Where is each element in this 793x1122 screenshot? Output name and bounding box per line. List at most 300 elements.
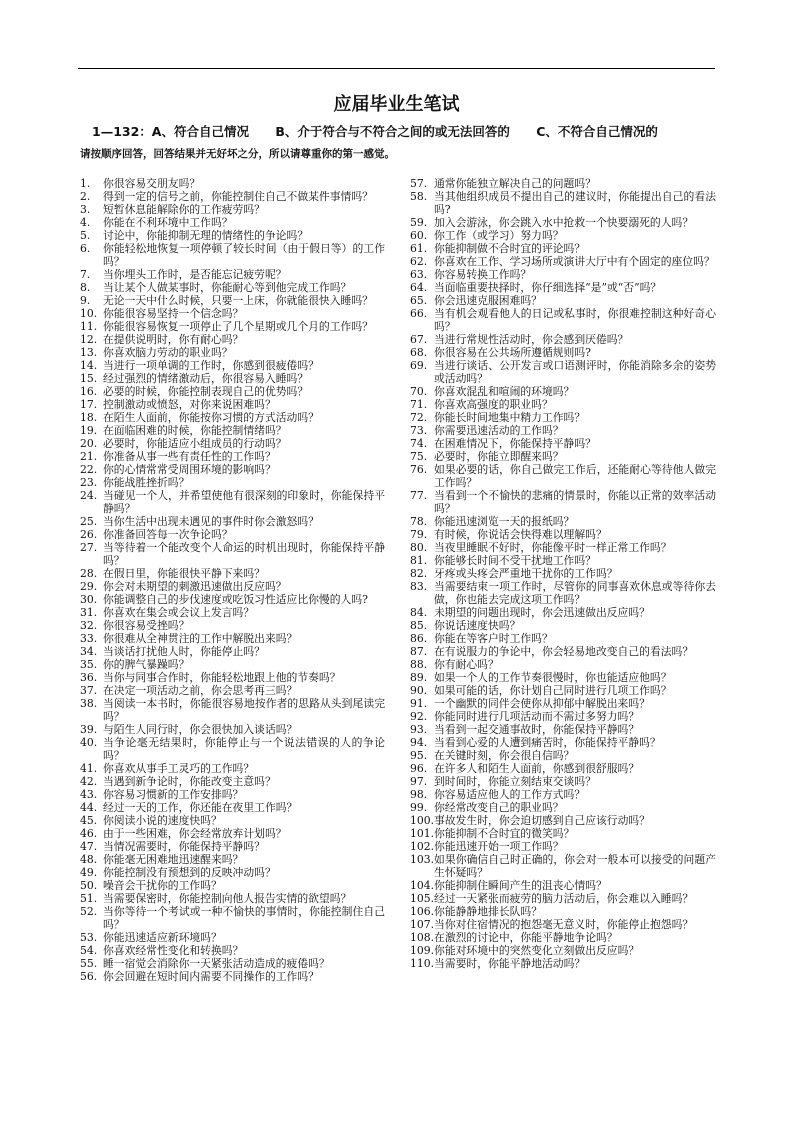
- question-item: [80, 632, 385, 645]
- question-text: 当你与同事合作时，你能轻松地跟上他的节奏吗？: [103, 671, 341, 684]
- question-item: [410, 255, 716, 268]
- question-number: 82.: [410, 567, 428, 580]
- question-item: [410, 398, 716, 411]
- question-item: [410, 307, 716, 333]
- question-number: 30.: [80, 593, 98, 606]
- question-text: 你喜欢在集会或会议上发言吗？: [103, 606, 255, 619]
- question-text: 当进行常规性活动时，你会感到厌倦吗？: [434, 333, 629, 346]
- question-item: [80, 294, 385, 307]
- question-text: 当情况需要时，你能保持平静吗？: [103, 840, 265, 853]
- question-item: [410, 619, 716, 632]
- question-item: [80, 879, 385, 892]
- question-number: 84.: [410, 606, 428, 619]
- question-text: 与陌生人同行时，你会很快加入谈话吗？: [103, 723, 298, 736]
- question-text: 如果你确信自己时正确的，你会对一般本可以接受的问题产生怀疑吗？: [434, 853, 716, 879]
- question-text: 无论一天中什么时候，只要一上床，你就能很快入睡吗？: [103, 294, 373, 307]
- question-item: [410, 840, 716, 853]
- question-item: [410, 775, 716, 788]
- question-number: 99.: [410, 801, 428, 814]
- question-item: [410, 528, 716, 541]
- question-item: [80, 411, 385, 424]
- question-item: [80, 190, 385, 203]
- question-text: 控制激动或愤怒，对你来说困难吗？: [103, 398, 276, 411]
- question-text: 未期望的问题出现时，你会迅速做出反应吗？: [434, 606, 650, 619]
- question-text: 当遇到新争论时，你能改变主意吗？: [103, 775, 276, 788]
- question-number: 70.: [410, 385, 428, 398]
- question-text: 睡一宿觉会消除你一天紧张活动造成的疲倦吗？: [103, 957, 330, 970]
- question-text: 你能调整自己的步伐速度或吃饭习性适应比你慢的人吗?: [103, 593, 368, 606]
- question-text: 你能对环境中的突然变化立刻做出反应吗？: [434, 944, 640, 957]
- question-text: 当需要保密时，你能控制向他人报告实情的欲望吗？: [103, 892, 352, 905]
- question-item: [80, 385, 385, 398]
- question-text: 你准备从事一些有责任性的工作吗？: [103, 450, 276, 463]
- question-item: [80, 684, 385, 697]
- question-item: [80, 229, 385, 242]
- question-item: [80, 697, 385, 723]
- question-number: 86.: [410, 632, 428, 645]
- question-text: 你会迅速克服困难吗？: [434, 294, 542, 307]
- question-text: 经过强烈的情绪激动后，你很容易入睡吗？: [103, 372, 309, 385]
- page-title: 应届毕业生笔试: [333, 94, 460, 115]
- question-item: [80, 606, 385, 619]
- question-text: 加入会游泳，你会跳入水中抢救一个快要溺死的人吗？: [434, 216, 694, 229]
- question-item: [410, 944, 716, 957]
- question-number: 29.: [80, 580, 98, 593]
- question-number: 5.: [80, 229, 91, 242]
- question-number: 73.: [410, 424, 428, 437]
- question-item: [410, 216, 716, 229]
- question-number: 17.: [80, 398, 98, 411]
- question-text: 必要时，你能立即醒来吗？: [434, 450, 564, 463]
- question-item: [80, 827, 385, 840]
- question-number: 45.: [80, 814, 98, 827]
- question-number: 50.: [80, 879, 98, 892]
- question-text: 必要时，你能适应小组成员的行动吗？: [103, 437, 287, 450]
- question-number: 43.: [80, 788, 98, 801]
- question-item: [80, 658, 385, 671]
- question-number: 105.: [410, 892, 435, 905]
- question-text: 当进行一项单调的工作时，你感到很疲倦吗？: [103, 359, 319, 372]
- question-text: 有时候，你说话会快得难以理解吗？: [434, 528, 607, 541]
- question-number: 107.: [410, 918, 435, 931]
- question-number: 44.: [80, 801, 98, 814]
- question-number: 47.: [80, 840, 98, 853]
- question-text: 你能够长时间不受干扰地工作吗？: [434, 554, 596, 567]
- question-number: 9.: [80, 294, 91, 307]
- question-text: 当面临重要抉择时，你仔细选择“是”或“否”吗？: [434, 281, 662, 294]
- question-text: 你很容易受挫吗？: [103, 619, 190, 632]
- question-item: [410, 580, 716, 606]
- question-text: 你喜欢经常性变化和转换吗？: [103, 944, 244, 957]
- question-item: [80, 372, 385, 385]
- question-item: [410, 554, 716, 567]
- instruction-note: 请按顺序回答，回答结果并无好坏之分，所以请尊重你的第一感觉。: [80, 148, 395, 160]
- answer-options: [92, 122, 680, 140]
- question-text: 你能战胜挫折吗？: [103, 476, 190, 489]
- question-item: [410, 957, 716, 970]
- question-text: 在假日里，你能很快平静下来吗？: [103, 567, 265, 580]
- question-number: 77.: [410, 489, 428, 502]
- question-item: [80, 671, 385, 684]
- question-text: 在决定一项活动之前，你会思考再三吗？: [103, 684, 298, 697]
- question-text: 你会对未期望的刺激迅速做出反应吗？: [103, 580, 287, 593]
- question-number: 110.: [410, 957, 435, 970]
- question-item: [80, 437, 385, 450]
- question-item: [80, 931, 385, 944]
- question-number: 64.: [410, 281, 428, 294]
- question-number: 71.: [410, 398, 428, 411]
- question-text: 在困难情况下，你能保持平静吗？: [434, 437, 596, 450]
- question-text: 当阅读一本书时，你能很容易地按作者的思路从头到尾读完吗？: [103, 697, 385, 723]
- question-number: 75.: [410, 450, 428, 463]
- question-text: 得到一定的信号之前，你能控制住自己不做某件事情吗？: [103, 190, 373, 203]
- option-c: C、不符合自己情况的: [536, 124, 658, 139]
- question-text: 你需要迅速活动的工作吗？: [434, 424, 564, 437]
- question-number: 92.: [410, 710, 428, 723]
- question-item: [80, 905, 385, 931]
- question-item: [410, 424, 716, 437]
- question-number: 25.: [80, 515, 98, 528]
- question-text: 你的心情常常受周围环境的影响吗？: [103, 463, 276, 476]
- question-number: 104.: [410, 879, 435, 892]
- question-item: [80, 567, 385, 580]
- question-number: 15.: [80, 372, 98, 385]
- question-number: 52.: [80, 905, 98, 918]
- question-number: 37.: [80, 684, 98, 697]
- question-item: [410, 645, 716, 658]
- question-number: 67.: [410, 333, 428, 346]
- question-item: [80, 177, 385, 190]
- question-text: 当看到一起交通事故时，你能保持平静吗？: [434, 723, 640, 736]
- question-text: 你很容易交朋友吗？: [103, 177, 201, 190]
- question-item: [80, 216, 385, 229]
- question-number: 6.: [80, 242, 91, 255]
- question-number: 3.: [80, 203, 91, 216]
- question-number: 21.: [80, 450, 98, 463]
- question-text: 当看到一个不愉快的悲痛的情景时，你能以正常的效率活动吗？: [434, 489, 716, 515]
- question-item: [410, 658, 716, 671]
- question-text: 如果一个人的工作节奏很慢时，你也能适应他吗？: [434, 671, 672, 684]
- question-number: 36.: [80, 671, 98, 684]
- question-item: [410, 827, 716, 840]
- question-item: [410, 515, 716, 528]
- question-text: 在许多人和陌生人面前，你感到很舒服吗？: [434, 762, 640, 775]
- question-item: [410, 710, 716, 723]
- question-number: 18.: [80, 411, 98, 424]
- question-number: 68.: [410, 346, 428, 359]
- question-item: [80, 788, 385, 801]
- question-number: 62.: [410, 255, 428, 268]
- question-item: [80, 242, 385, 268]
- question-item: [80, 593, 385, 606]
- question-text: 必要的时候，你能控制表现自己的优势吗？: [103, 385, 309, 398]
- question-text: 经过一天的工作，你还能在夜里工作吗？: [103, 801, 298, 814]
- question-number: 97.: [410, 775, 428, 788]
- question-number: 59.: [410, 216, 428, 229]
- question-item: [80, 424, 385, 437]
- question-item: [410, 879, 716, 892]
- header-rule: [78, 68, 715, 69]
- question-text: 你经常改变自己的职业吗？: [434, 801, 564, 814]
- question-text: 你能在不利环境中工作吗？: [103, 216, 233, 229]
- question-text: 当其他组织成员不提出自己的建议时，你能提出自己的看法吗?: [434, 190, 716, 216]
- question-item: [80, 866, 385, 879]
- question-text: 你阅读小说的速度快吗？: [103, 814, 222, 827]
- question-number: 28.: [80, 567, 98, 580]
- question-number: 12.: [80, 333, 98, 346]
- question-item: [410, 177, 716, 190]
- question-text: 你工作（或学习）努力吗？: [434, 229, 564, 242]
- question-number: 101.: [410, 827, 435, 840]
- question-number: 83.: [410, 580, 428, 593]
- question-text: 你能同时进行几项活动而不需过多努力吗？: [434, 710, 640, 723]
- question-number: 11.: [80, 320, 98, 333]
- question-number: 102.: [410, 840, 435, 853]
- question-number: 19.: [80, 424, 98, 437]
- question-text: 噪音会干扰你的工作吗？: [103, 879, 222, 892]
- question-number: 34.: [80, 645, 98, 658]
- question-number: 63.: [410, 268, 428, 281]
- question-text: 在提供说明时，你有耐心吗？: [103, 333, 244, 346]
- question-number: 88.: [410, 658, 428, 671]
- question-text: 你容易转换工作吗？: [434, 268, 532, 281]
- question-number: 60.: [410, 229, 428, 242]
- question-item: [80, 762, 385, 775]
- question-text: 你喜欢从事手工灵巧的工作吗？: [103, 762, 255, 775]
- question-text: 当你对住宿情况的抱怨毫无意义时，你能停止抱怨吗？: [434, 918, 694, 931]
- question-number: 8.: [80, 281, 91, 294]
- question-text: 当需要时，你能平静地活动吗？: [434, 957, 586, 970]
- question-number: 94.: [410, 736, 428, 749]
- question-item: [410, 281, 716, 294]
- question-item: [410, 567, 716, 580]
- question-number: 23.: [80, 476, 98, 489]
- question-number: 61.: [410, 242, 428, 255]
- question-item: [80, 307, 385, 320]
- question-item: [410, 359, 716, 385]
- question-text: 你喜欢混乱和喧闹的环境吗？: [434, 385, 575, 398]
- question-number: 91.: [410, 697, 428, 710]
- question-number: 58.: [410, 190, 428, 203]
- question-number: 4.: [80, 216, 91, 229]
- question-number: 14.: [80, 359, 98, 372]
- question-number: 103.: [410, 853, 435, 866]
- question-number: 79.: [410, 528, 428, 541]
- option-b: B、介于符合与不符合之间的或无法回答的: [275, 124, 510, 139]
- question-text: 当需要结束一项工作时，尽管你的同事喜欢休息或等待你去做，你也能去完成这项工作吗？: [434, 580, 716, 606]
- question-number: 90.: [410, 684, 428, 697]
- question-number: 41.: [80, 762, 98, 775]
- question-number: 108.: [410, 931, 435, 944]
- question-item: [80, 333, 385, 346]
- question-text: 在陌生人面前，你能按你习惯的方式活动吗？: [103, 411, 319, 424]
- question-text: 你喜欢高强度的职业吗？: [434, 398, 553, 411]
- question-number: 98.: [410, 788, 428, 801]
- question-text: 当碰见一个人，并希望使他有很深刻的印象时，你能保持平静吗？: [103, 489, 385, 515]
- question-number: 53.: [80, 931, 98, 944]
- question-item: [410, 671, 716, 684]
- question-item: [410, 814, 716, 827]
- question-item: [80, 957, 385, 970]
- question-number: 95.: [410, 749, 428, 762]
- question-item: [80, 892, 385, 905]
- question-number: 89.: [410, 671, 428, 684]
- question-number: 42.: [80, 775, 98, 788]
- question-item: [80, 450, 385, 463]
- question-text: 一个幽默的同伴会使你从抑郁中解脱出来吗？: [434, 697, 650, 710]
- question-text: 当你生活中出现未遇见的事件时你会激怒吗？: [103, 515, 319, 528]
- question-text: 你喜欢在工作、学习场所或演讲大厅中有个固定的座位吗？: [434, 255, 715, 268]
- question-item: [410, 749, 716, 762]
- question-item: [410, 450, 716, 463]
- question-item: [410, 606, 716, 619]
- question-text: 当你等待一个考试或一种不愉快的事情时，你能控制住自己吗？: [103, 905, 385, 931]
- question-number: 46.: [80, 827, 98, 840]
- question-number: 22.: [80, 463, 98, 476]
- question-text: 你容易习惯新的工作安排吗？: [103, 788, 244, 801]
- question-text: 你能抑制不合时宜的微笑吗？: [434, 827, 575, 840]
- question-text: 由于一些困难，你会经常放弃计划吗？: [103, 827, 287, 840]
- question-number: 54.: [80, 944, 98, 957]
- question-list-left: [80, 177, 385, 983]
- question-number: 57.: [410, 177, 428, 190]
- question-item: [410, 242, 716, 255]
- question-text: 在关键时刻，你会很自信吗？: [434, 749, 575, 762]
- question-item: [80, 541, 385, 567]
- question-number: 16.: [80, 385, 98, 398]
- question-text: 你喜欢脑力劳动的职业吗？: [103, 346, 233, 359]
- question-list-right: [410, 177, 716, 970]
- question-item: [410, 541, 716, 554]
- question-text: 当看到心爱的人遭到痛苦时，你能保持平静吗？: [434, 736, 661, 749]
- question-number: 74.: [410, 437, 428, 450]
- question-item: [80, 619, 385, 632]
- question-item: [80, 840, 385, 853]
- question-number: 2.: [80, 190, 91, 203]
- question-number: 100.: [410, 814, 435, 827]
- question-item: [80, 528, 385, 541]
- question-text: 你能很容易坚持一个信念吗？: [103, 307, 244, 320]
- question-item: [80, 476, 385, 489]
- question-text: 当夜里睡眠不好时，你能像平时一样正常工作吗？: [434, 541, 672, 554]
- question-item: [80, 723, 385, 736]
- question-text: 如果必要的话，你自己做完工作后，还能耐心等待他人做完工作吗？: [434, 463, 716, 489]
- question-text: 当让某个人做某事时，你能耐心等到他完成工作吗？: [103, 281, 352, 294]
- question-item: [410, 489, 716, 515]
- question-item: [80, 203, 385, 216]
- question-text: 当进行谈话、公开发言或口语测评时，你能消除多余的姿势或活动吗？: [434, 359, 716, 385]
- question-number: 69.: [410, 359, 428, 372]
- question-item: [410, 437, 716, 450]
- question-text: 你很难从全神贯注的工作中解脱出来吗？: [103, 632, 298, 645]
- question-number: 109.: [410, 944, 435, 957]
- question-number: 51.: [80, 892, 98, 905]
- question-item: [80, 346, 385, 359]
- question-number: 20.: [80, 437, 98, 450]
- question-text: 通常你能独立解决自己的问题吗？: [434, 177, 596, 190]
- question-text: 你能抑制住瞬间产生的沮丧心情吗？: [434, 879, 607, 892]
- question-item: [410, 333, 716, 346]
- question-text: 经过一天紧张而疲劳的脑力活动后，你会难以入睡吗？: [434, 892, 694, 905]
- question-text: 你能迅速适应新环境吗？: [103, 931, 222, 944]
- question-number: 81.: [410, 554, 428, 567]
- question-number: 66.: [410, 307, 428, 320]
- question-number: 39.: [80, 723, 98, 736]
- question-item: [80, 398, 385, 411]
- question-item: [80, 320, 385, 333]
- question-number: 55.: [80, 957, 98, 970]
- question-text: 牙疼或头疼会严重地干扰你的工作吗？: [434, 567, 618, 580]
- question-item: [410, 918, 716, 931]
- question-item: [410, 853, 716, 879]
- question-number: 80.: [410, 541, 428, 554]
- question-number: 49.: [80, 866, 98, 879]
- question-item: [80, 970, 385, 983]
- question-number: 40.: [80, 736, 98, 749]
- question-number: 38.: [80, 697, 98, 710]
- question-item: [80, 801, 385, 814]
- question-item: [410, 294, 716, 307]
- question-text: 你说话速度快吗？: [434, 619, 521, 632]
- question-item: [410, 229, 716, 242]
- question-text: 你能抑制做不合时宜的评论吗？: [434, 242, 586, 255]
- question-text: 事故发生时，你会迫切感到自己应该行动吗？: [434, 814, 650, 827]
- question-text: 你能控制没有预想到的反映冲动吗？: [103, 866, 276, 879]
- question-item: [410, 762, 716, 775]
- question-text: 当等待着一个能改变个人命运的时机出现时，你能保持平静吗？: [103, 541, 385, 567]
- question-item: [80, 359, 385, 372]
- question-text: 你准备回答每一次争论吗？: [103, 528, 233, 541]
- question-item: [410, 268, 716, 281]
- question-number: 32.: [80, 619, 98, 632]
- question-text: 在激烈的讨论中，你能平静地争论吗？: [434, 931, 618, 944]
- question-text: 短暂休息能解除你的工作疲劳吗？: [103, 203, 265, 216]
- question-number: 48.: [80, 853, 98, 866]
- question-text: 你能静静地排长队吗？: [434, 905, 543, 918]
- question-number: 26.: [80, 528, 98, 541]
- question-item: [410, 346, 716, 359]
- question-number: 96.: [410, 762, 428, 775]
- question-item: [80, 736, 385, 762]
- question-number: 65.: [410, 294, 428, 307]
- question-text: 当有机会观看他人的日记或私事时，你很难控制这种好奇心吗？: [434, 307, 716, 333]
- question-number: 35.: [80, 658, 98, 671]
- question-number: 27.: [80, 541, 98, 554]
- question-text: 当谈话打扰他人时，你能停止吗？: [103, 645, 265, 658]
- question-item: [80, 515, 385, 528]
- question-item: [410, 723, 716, 736]
- question-number: 24.: [80, 489, 98, 502]
- question-text: 你容易适应他人的工作方式吗？: [434, 788, 586, 801]
- question-text: 当你埋头工作时，是否能忘记疲劳呢？: [103, 268, 287, 281]
- question-text: 你的脾气暴躁吗？: [103, 658, 190, 671]
- question-text: 你能很容易恢复一项停止了几个星期或几个月的工作吗？: [103, 320, 373, 333]
- question-text: 你能毫无困难地迅速醒来吗？: [103, 853, 244, 866]
- question-item: [80, 645, 385, 658]
- question-number: 31.: [80, 606, 98, 619]
- question-item: [410, 463, 716, 489]
- question-text: 你能轻松地恢复一项停顿了较长时间（由于假日等）的工作吗？: [103, 242, 385, 268]
- question-item: [410, 684, 716, 697]
- question-text: 在面临困难的时候，你能控制情绪吗？: [103, 424, 287, 437]
- question-item: [410, 892, 716, 905]
- question-text: 在有说服力的争论中，你会轻易地改变自己的看法吗？: [434, 645, 694, 658]
- question-item: [80, 580, 385, 593]
- question-text: 当争论毫无结果时，你能停止与一个说法错误的人的争论吗？: [103, 736, 385, 762]
- question-text: 你会回避在短时间内需要不同操作的工作吗？: [103, 970, 319, 983]
- question-number: 10.: [80, 307, 98, 320]
- question-number: 76.: [410, 463, 428, 476]
